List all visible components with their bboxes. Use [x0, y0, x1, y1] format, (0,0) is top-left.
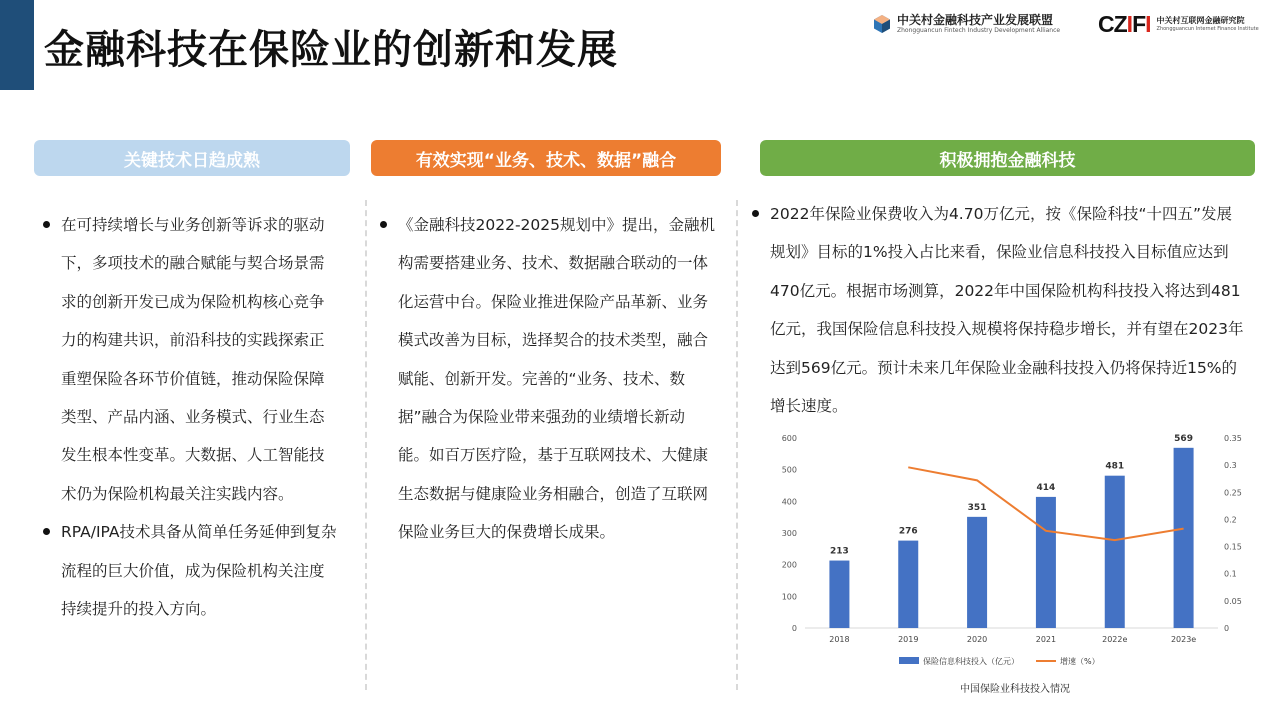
bar [829, 561, 849, 628]
column-divider [736, 200, 738, 690]
bullet-dot-icon [752, 210, 759, 217]
column-divider [365, 200, 367, 690]
y-axis-tick-label: 600 [781, 434, 797, 443]
y2-axis-tick-label: 0.1 [1224, 569, 1237, 579]
y2-axis-tick-label: 0.25 [1224, 488, 1242, 498]
bullet-dot-icon [43, 221, 50, 228]
institute-name: 中关村互联网金融研究院 [1156, 16, 1245, 25]
list-item [752, 195, 1244, 425]
x-axis-tick-label: 2020 [966, 635, 988, 644]
bar [1036, 497, 1056, 628]
institute-logo [1098, 6, 1259, 42]
bar [898, 541, 918, 628]
bar-data-label: 481 [1105, 461, 1125, 472]
y2-axis-tick-label: 0 [1224, 624, 1230, 633]
y2-axis-tick-label: 0.05 [1224, 596, 1242, 606]
bar-data-label: 276 [898, 526, 918, 537]
y-axis-tick-label: 200 [781, 560, 797, 570]
title-accent-bar [0, 0, 34, 90]
y-axis-tick-label: 300 [781, 529, 797, 538]
bullet-dot-icon [43, 528, 50, 535]
bar-data-label: 569 [1174, 433, 1193, 444]
y-axis-tick-label: 400 [781, 497, 797, 507]
bullet-text: 2022年保险业保费收入为4.70万亿元，按《保险科技“十四五”发展规划》目标的1%投入占比来看，保险业信息科技投入目标值应达到470亿元。根据市场测算，2022年中国保险机构科技投入将达到481亿元，我国保险信息科技投入规模将保持稳步增长，并有望在2023年达到569亿元。预计未来几年保险业金融科技投入仍将保持近15%的增长速度。 [770, 205, 1244, 416]
column-header-embrace-fintech: 积极拥抱金融科技 [760, 140, 1255, 176]
x-axis-tick-label: 2021 [1035, 635, 1057, 644]
list-item [43, 206, 339, 513]
list-item [43, 513, 339, 628]
bar-data-label: 213 [830, 546, 849, 557]
page-title: 金融科技在保险业的创新和发展 [44, 27, 618, 73]
bullet-list-embrace-fintech [752, 195, 1244, 425]
bar-data-label: 414 [1036, 482, 1056, 493]
bullet-text: 在可持续增长与业务创新等诉求的驱动下，多项技术的融合赋能与契合场景需求的创新开发已成为保险机构核心竞争力的构建共识，前沿科技的实践探索正重塑保险各环节价值链，推动保险保障类型、产品内涵、业务模式、行业生态发生根本性变革。大数据、人工智能技术仍为保险机构最关注实践内容。 [61, 216, 325, 503]
alliance-name-en: Zhongguancun Fintech Industry Development Alliance [897, 27, 1061, 34]
x-axis-tick-label: 2023e [1170, 635, 1197, 644]
list-item [380, 206, 716, 552]
column-header-integration: 有效实现“业务、技术、数据”融合 [371, 140, 721, 176]
alliance-name: 中关村金融科技产业发展联盟 [897, 13, 1054, 27]
legend-label: 保险信息科技投入（亿元） [923, 657, 1019, 666]
column-header-key-tech: 关键技术日趋成熟 [34, 140, 350, 176]
y-axis-tick-label: 100 [781, 592, 797, 602]
x-axis-tick-label: 2019 [898, 635, 919, 644]
bar [967, 517, 987, 628]
chart-title: 中国保险业科技投入情况 [960, 684, 1070, 695]
x-axis-tick-label: 2022e [1102, 635, 1128, 644]
legend-label: 增速（%） [1060, 657, 1100, 666]
bar [1174, 448, 1194, 628]
institute-logo-mark: CZIFI [1098, 10, 1151, 37]
bar [1105, 476, 1125, 628]
bullet-list-integration [380, 206, 716, 552]
alliance-logo-icon [872, 14, 892, 34]
bar-data-label: 351 [967, 502, 987, 513]
y-axis-tick-label: 500 [781, 465, 797, 475]
alliance-logo [872, 6, 1060, 42]
bullet-text: 《金融科技2022-2025规划中》提出，金融机构需要搭建业务、技术、数据融合联动的一体化运营中台。保险业推进保险产品革新、业务模式改善为目标，选择契合的技术类型，融合赋能、创新开发。完善的“业务、技术、数据”融合为保险业带来强劲的业绩增长新动能。如百万医疗险，基于互联网技术、大健康生态数据与健康险业务相融合，创造了互联网保险业务巨大的保费增长成果。 [398, 216, 715, 542]
x-axis-tick-label: 2018 [829, 635, 850, 644]
y2-axis-tick-label: 0.3 [1224, 461, 1237, 471]
growth-rate-line [908, 467, 1183, 540]
bullet-list-key-tech [43, 206, 339, 628]
y2-axis-tick-label: 0.35 [1224, 434, 1242, 443]
y2-axis-tick-label: 0.2 [1224, 515, 1237, 525]
bullet-dot-icon [380, 221, 387, 228]
y2-axis-tick-label: 0.15 [1224, 542, 1242, 552]
legend-swatch-bar [899, 657, 919, 664]
y-axis-tick-label: 0 [791, 624, 797, 633]
bullet-text: RPA/IPA技术具备从简单任务延伸到复杂流程的巨大价值，成为保险机构关注度持续提升的投入方向。 [61, 523, 337, 619]
institute-name-en: Zhongguancun Internet Finance Institute [1156, 26, 1259, 32]
